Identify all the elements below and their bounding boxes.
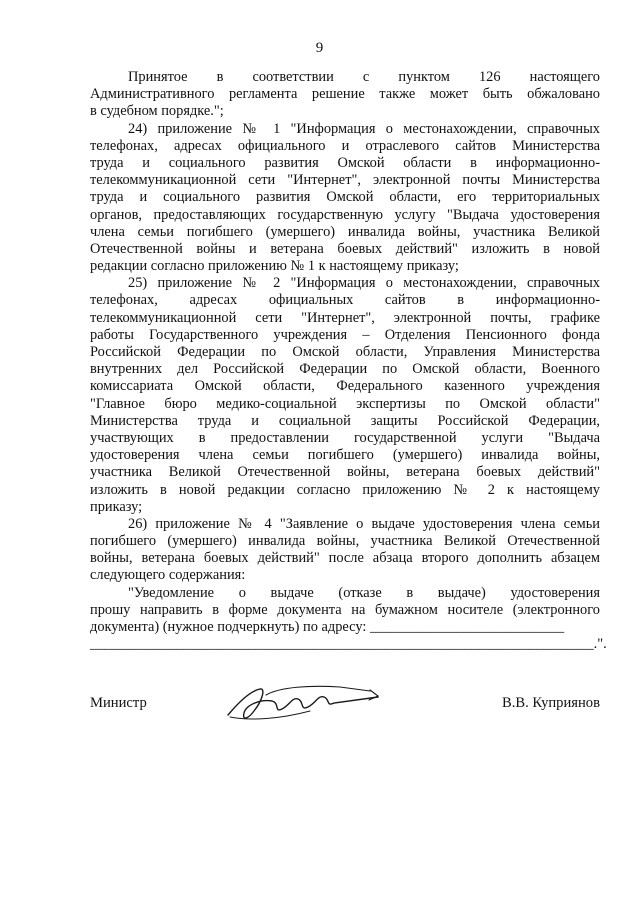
- text-line: следующего содержания:: [90, 567, 246, 584]
- text-line: войны, ветерана боевых действий" после абзаца второго дополнить абзацем: [90, 550, 600, 567]
- text-line: участвующих в предоставлении государственной услуги "Выдача: [90, 429, 600, 446]
- text-line: "Уведомление о выдаче (отказе в выдаче) удостоверения: [128, 584, 600, 601]
- paragraph-p-notice: [90, 585, 600, 637]
- text-line: комиссариата Омской области, Федерального казенного учреждения: [90, 378, 600, 395]
- text-line: "Главное бюро медико-социальной экспертизы по Омской области": [90, 395, 600, 412]
- text-line: труда и социального развития Омской области в информационно-: [90, 154, 600, 171]
- text-line: 25) приложение № 2 "Информация о местонахождении, справочных: [128, 275, 600, 292]
- page-number: 9: [315, 40, 324, 56]
- text-line: члена семьи погибшего (умершего) инвалида войны, участника Великой: [90, 223, 600, 240]
- address-continuation-line: ______________________________________________________________________.".: [90, 636, 607, 653]
- text-line: Министерства труда и социальной защиты Российской Федерации,: [90, 412, 600, 429]
- text-line: работы Государственного учреждения – Отделения Пенсионного фонда: [90, 326, 600, 343]
- text-line: участника Великой Отечественной войны, ветерана боевых действий": [90, 464, 600, 481]
- text-line: прошу направить в форме документа на бумажном носителе (электронного: [90, 601, 600, 618]
- text-line: удостоверения члена семьи погибшего (умершего) инвалида войны,: [90, 447, 600, 464]
- text-line: редакции согласно приложению № 1 к настоящему приказу;: [90, 258, 459, 275]
- text-line: документа) (нужное подчеркнуть) по адресу: ___________________________: [90, 619, 565, 635]
- text-line: труда и социального развития Омской области, его территориальных: [90, 189, 600, 206]
- text-line: 26) приложение № 4 "Заявление о выдаче удостоверения члена семьи: [128, 515, 600, 532]
- text-line: внутренних дел Российской Федерации по Омской области, Военного: [90, 361, 600, 378]
- text-line: Отечественной войны и ветерана боевых действий" изложить в новой: [90, 240, 600, 257]
- handwritten-signature: [220, 681, 385, 726]
- text-line: телекоммуникационной сети "Интернет", электронной почты Министерства: [90, 172, 600, 189]
- text-line: изложить в новой редакции согласно приложению № 2 к настоящему: [90, 481, 600, 498]
- text-line: погибшего (умершего) инвалида войны, участника Великой Отечественной: [90, 533, 600, 550]
- paragraph-p-26: [90, 516, 600, 585]
- text-line: телекоммуникационной сети "Интернет", электронной почты, графике: [90, 309, 600, 326]
- text-line: телефонах, адресах официального и отраслевого сайтов Министерства: [90, 137, 600, 154]
- signature-block: [90, 693, 600, 723]
- text-line: приказу;: [90, 498, 143, 515]
- text-line: Российской Федерации по Омской области, Управления Министерства: [90, 344, 600, 360]
- minister-title: Министр: [90, 695, 147, 711]
- minister-name: В.В. Куприянов: [502, 695, 600, 711]
- document-body: [90, 69, 607, 653]
- text-line: в судебном порядке.";: [90, 103, 224, 120]
- text-line: органов, предоставляющих государственную услугу "Выдача удостоверения: [90, 206, 600, 223]
- text-line: Административного регламента решение также может быть обжаловано: [90, 86, 600, 103]
- text-line: Принятое в соответствии с пунктом 126 настоящего: [128, 69, 600, 85]
- paragraph-p-25: [90, 275, 600, 516]
- text-line: телефонах, адресах официальных сайтов в информационно-: [90, 292, 600, 309]
- paragraph-p-24: [90, 121, 600, 276]
- paragraph-p-appeal: [90, 69, 600, 121]
- text-line: 24) приложение № 1 "Информация о местонахождении, справочных: [128, 120, 600, 137]
